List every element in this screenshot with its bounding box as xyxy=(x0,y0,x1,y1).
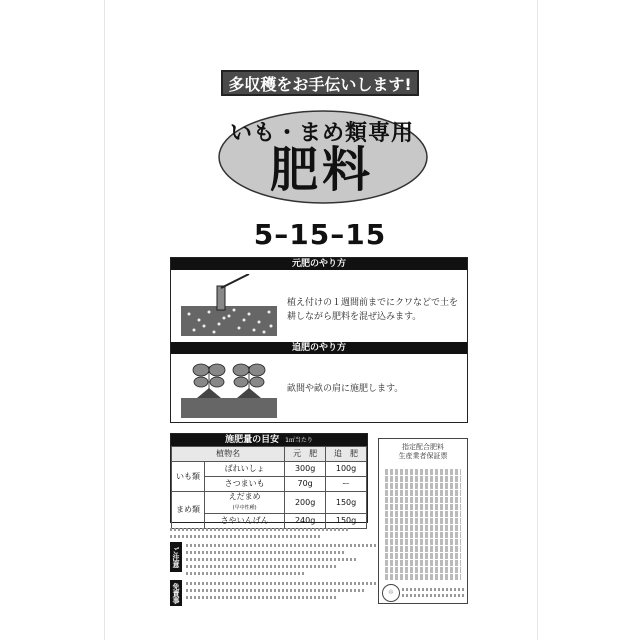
base-instruction-line2: 耕しながら肥料を混ぜ込みます。 xyxy=(287,312,422,322)
caution-label: ご注意 xyxy=(170,542,182,572)
soil-mixing-illustration xyxy=(179,274,279,340)
top-dressing-heading: 追肥のやり方 xyxy=(171,342,467,354)
col-header-plant: 植物名 xyxy=(172,447,285,462)
base-instruction-line1: 植え付けの１週間前までにクワなどで土を xyxy=(287,298,459,308)
disclaimer-label: 免責事項 xyxy=(170,580,182,606)
table-row: さやいんげん 240g 150g xyxy=(172,514,367,529)
recycle-mark-icon: ♲ xyxy=(382,584,400,602)
fine-print-top xyxy=(170,528,370,538)
instructions-panel xyxy=(170,257,468,423)
npk-ratio: 5–15–15 xyxy=(253,218,387,251)
caution-text xyxy=(186,544,376,575)
table-title: 施肥量の目安 1㎡当たり xyxy=(171,434,367,446)
guarantee-title-line2: 生産業者保証票 xyxy=(398,452,448,460)
product-title: 肥料 xyxy=(269,142,374,198)
table-row: いも類 ばれいしょ 300g 100g xyxy=(172,462,367,477)
table-row: まめ類 えだまめ (早中性種) 200g 150g xyxy=(172,492,367,514)
application-rate-table xyxy=(170,433,368,523)
table-row: さつまいも 70g ー xyxy=(172,477,367,492)
guarantee-title-line1: 指定配合肥料 xyxy=(402,443,444,451)
guarantee-certificate xyxy=(378,438,468,604)
base-fertilizer-heading: 元肥のやり方 xyxy=(171,258,467,270)
col-header-base: 元 肥 xyxy=(285,447,326,462)
col-header-top: 追 肥 xyxy=(326,447,367,462)
product-subtitle: いも・まめ類専用 xyxy=(229,121,414,146)
promo-banner: 多収穫をお手伝いします! xyxy=(221,70,419,96)
plant-illustration xyxy=(179,356,279,420)
recycle-text xyxy=(402,588,464,597)
disclaimer-text xyxy=(186,582,376,599)
top-instruction-line1: 畝間や畝の肩に施肥します。 xyxy=(287,384,404,394)
